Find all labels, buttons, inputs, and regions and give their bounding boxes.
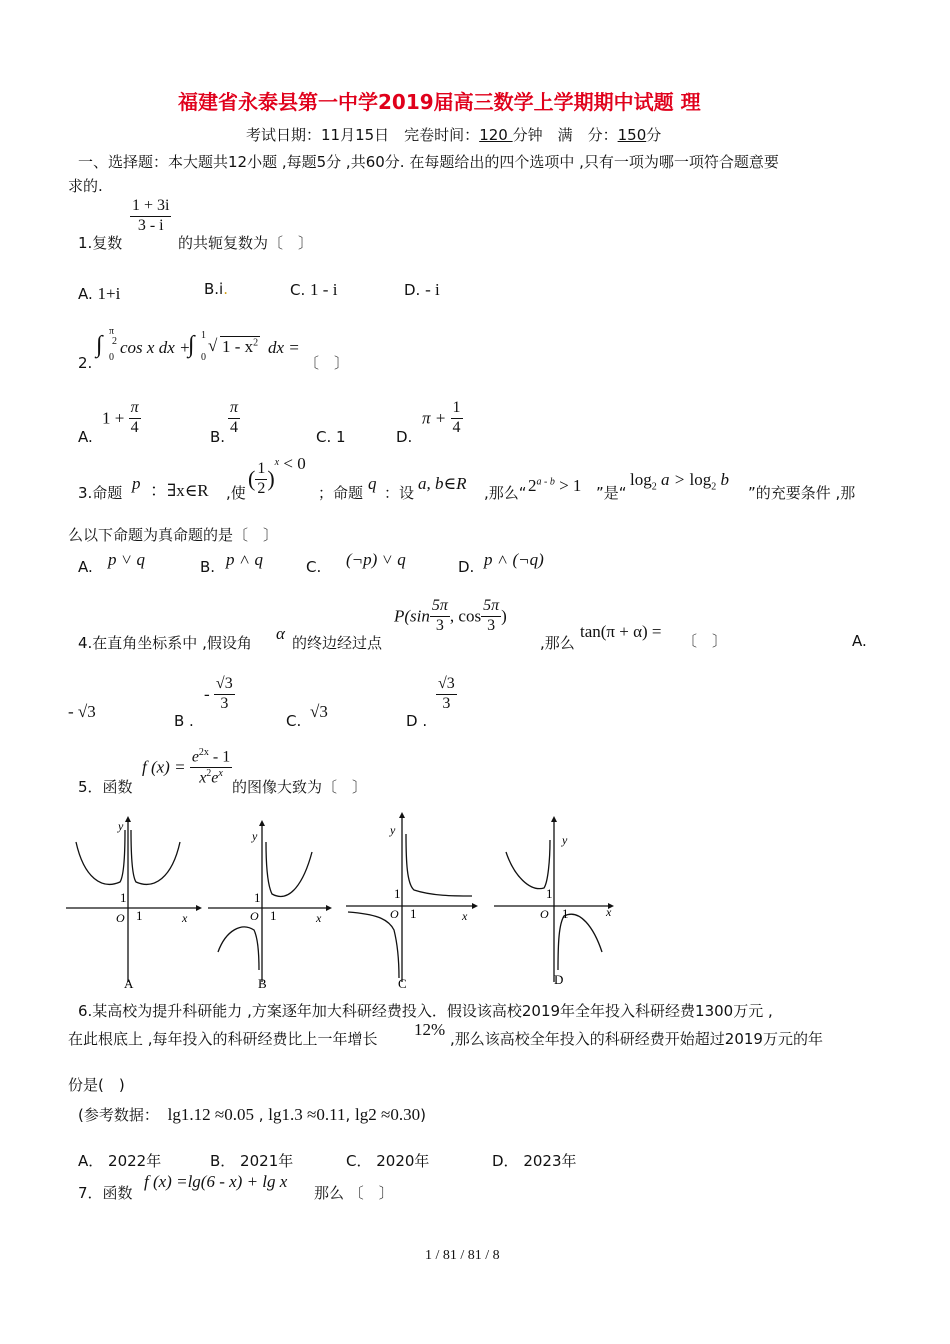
ref-suffix: ) [420,1106,426,1124]
option-prefix: π + [422,408,447,428]
q1-stem: 1.复数 [78,234,123,252]
q7-text2: 那么 〔 〕 [314,1184,394,1202]
option-value: 1 - i [310,280,338,299]
q3-option-b-label: B. [200,558,216,576]
q3-option-c: (¬p) ˅ q [346,550,406,569]
q3-text-mingti: ；命题 [318,484,364,502]
q6-option-a: A． 2022年 [78,1152,162,1170]
graph-d-origin: O [540,907,549,921]
section-heading-line1: 一、选择题：本大题共12小题 ,每题5分 ,共60分. 在每题给出的四个选项中 ,只有一项为哪一项符合题意要 [78,153,779,171]
frac-num: 1 [255,461,267,480]
graph-c[interactable] [346,812,478,991]
frac-num: 1 [451,400,463,419]
q4-text2: 的终边经过点 [292,634,383,652]
q4-option-d-label: D . [406,712,428,730]
frac-den: 4 [452,418,461,436]
power-rhs: > 1 [559,476,582,495]
q2-stem: 2. [78,354,93,372]
den-x: x [199,769,207,787]
frac-den: 3 [442,694,451,712]
lower-limit-1: 0 [109,352,114,363]
graph-c-label: C [398,976,407,991]
section-heading-line2: 求的. [68,177,103,195]
q4-alpha: α [276,624,285,643]
frac-den: 3 [435,616,444,634]
option-value: - i [425,280,440,299]
rhs: < 0 [283,454,306,473]
graph-b-label: B [258,976,267,991]
sqrt-sign: √ [208,336,218,355]
q2-option-b [228,400,240,437]
graph-c-x1: 1 [410,906,417,921]
q4-option-a: - √3 [68,702,96,721]
graph-a-x1: 1 [136,908,143,923]
graph-d[interactable] [494,816,614,987]
q3-option-a-label: A. [78,558,93,576]
sqrt-body: $1 - x^2$ [222,337,259,356]
q3-text-tail: ”的充要条件 ,那 [748,484,856,502]
point-mid: , cos [449,606,482,626]
upper-limit-2: 1 [201,330,206,341]
graph-a-label: A [124,976,134,991]
graph-c-origin: O [390,907,399,921]
page-title: 福建省永泰县第一中学2019届高三数学上学期期中试题 理 [178,90,701,114]
q4-tan: tan(π + α) = [580,622,662,641]
frac-num: 5π [481,598,501,617]
upper-limit-1: π [109,326,115,337]
exam-time-unit: 分钟 满 分： [512,126,618,144]
ref-sep: , [345,1106,351,1124]
q1-option-a [78,284,120,304]
graph-a-y1: 1 [120,890,127,905]
graph-c-x: x [462,909,468,923]
frac-num: π [228,400,240,419]
log-a: log [630,470,652,489]
graph-b-y1: 1 [254,890,261,905]
q1-option-b [204,280,228,298]
q1-fraction [130,198,171,235]
q6-line2b: ,那么该高校全年投入的科研经费开始超过2019万元的年 [450,1030,823,1048]
frac-den: 3 [220,694,229,712]
q3-option-c-label: C. [306,558,322,576]
ref-prefix: (参考数据： [78,1106,159,1124]
frac-num: √3 [436,676,457,695]
q4-text3: ,那么 [540,634,575,652]
page-number: 1 / 81 / 81 / 8 [425,1248,500,1263]
full-score: 150 [617,126,647,144]
graph-b-y: y [252,829,258,843]
q6-pct: 12% [414,1020,446,1039]
q6-line2a: 在此根底上 ,每年投入的科研经费比上一年增长 [68,1030,378,1048]
q3-option-b: p ˄ q [226,550,263,569]
q1-option-c [290,280,337,300]
q6-ref [78,1104,426,1125]
full-score-unit: 分 [646,126,662,144]
den-exp1: 2 [206,768,212,780]
point-p: P(sin [394,606,430,626]
option-label: A. [78,285,93,303]
frac-num: π [129,400,141,419]
frac-num: √3 [214,676,235,695]
graph-a-y: y [118,819,124,833]
option-label: B.i [204,280,224,298]
q4-point [394,598,507,635]
ref-lg2: lg2 ≈0.30 [355,1105,421,1124]
q6-option-d: D． 2023年 [492,1152,577,1170]
q1-option-d [404,280,440,300]
graph-a-x: x [182,911,188,925]
q5-graphs [62,812,622,992]
log-base: 2 [711,481,717,493]
graph-a-origin: O [116,911,125,925]
q5-text2: 的图像大致为〔 〕 [232,778,368,796]
frac-den: 3 [487,616,496,634]
q3-ab: a, b∈R [418,474,467,493]
lower-limit-2: 0 [201,352,206,363]
frac-den: 2 [257,479,266,497]
q5-text1: 5．函数 [78,778,133,796]
q3-text-she: ：设 [384,484,415,502]
q3-text-namo: ,那么“ [484,484,527,502]
q3-p: p [132,474,141,493]
q4-option-d [436,676,457,713]
q3-log [630,470,729,492]
fx-label: f (x) = [142,757,186,777]
q6-line1: 6.某高校为提升科研能力 ,方案逐年加大科研经费投入．假设该高校2019年全年投入科研经费1300万元 , [78,1002,773,1020]
q3-option-d-label: D. [458,558,475,576]
q2-option-d [422,400,463,437]
q6-line3: 份是( ) [68,1076,125,1094]
q3-text-shi: ,使 [226,484,246,502]
graph-b-origin: O [250,909,259,923]
exponent: x [274,457,280,468]
graph-b-x1: 1 [270,908,277,923]
q6-option-c: C． 2020年 [346,1152,430,1170]
q3-stem: 3.命题 [78,484,123,502]
frac-den: 4 [230,418,238,436]
exam-time: 120 [479,126,513,144]
q3-power [528,476,581,496]
ref-lg112: lg1.12 ≈0.05 [167,1105,254,1124]
q1-frac-num: 1 + 3i [130,198,171,217]
q2-option-a-label: A. [78,428,93,446]
q4-option-a-label: A. [852,632,867,650]
q3-text-shi2: ”是“ [596,484,627,502]
q7-text1: 7．函数 [78,1184,133,1202]
point-close: ) [501,606,507,626]
option-label: D. [404,281,421,299]
num-tail: - 1 [208,748,231,766]
integral-sign-2: ∫ [188,332,195,358]
option-prefix: - [204,684,210,704]
log-b-arg: b [720,470,729,489]
graph-c-y: y [390,823,396,837]
graph-d-x1: 1 [562,906,569,921]
option-dot: . [223,280,229,298]
option-label: C. [290,281,306,299]
q5-function [142,748,232,787]
graph-d-y1: 1 [546,886,553,901]
q4-option-b-label: B . [174,712,194,730]
num-exp: 2x [198,747,209,758]
log-b: log [689,470,712,489]
q1-tail: 的共轭复数为〔 〕 [178,234,314,252]
option-prefix: 1 + [102,408,125,428]
q3-exists: ：∃x∈R [150,481,209,500]
radicand: 1 - x [222,337,254,356]
q2-option-d-label: D. [396,428,413,446]
log-a-arg: a > [660,470,686,489]
ref-sep: , [253,1106,264,1124]
q3-option-a: p ˅ q [108,550,145,569]
graph-b[interactable] [208,820,332,991]
frac-num: 5π [430,598,450,617]
q3-option-d: p ˄ (¬q) [484,550,544,569]
exam-info [246,124,661,145]
q7-expr: f (x) =lg(6 - x) + lg x [144,1172,288,1191]
graph-b-x: x [316,911,322,925]
power-base: 2 [528,476,537,495]
integral-sign-1: ∫ [96,332,103,358]
q1-frac-den: 3 - i [137,216,164,234]
graph-d-label: D [554,972,564,987]
ref-lg13: lg1.3 ≈0.11 [268,1105,346,1124]
power-exp: a - b [536,476,555,488]
q2-option-b-label: B. [210,428,226,446]
graph-a[interactable] [66,816,202,991]
num-e: e [191,748,199,766]
q4-text1: 4.在直角坐标系中 ,假设角 [78,634,252,652]
graph-d-y: y [562,833,568,847]
q2-option-a [102,400,141,437]
q4-bracket: 〔 〕 [682,632,728,650]
q2-bracket: 〔 〕 [304,354,350,372]
q3-q: q [368,474,377,493]
frac-den: 4 [130,418,139,436]
graph-d-x: x [606,905,612,919]
integrand-1: cos x dx + [120,338,191,357]
q3-line2: 么以下命题为真命题的是〔 〕 [68,526,279,544]
q2-option-c: C. 1 [316,428,346,446]
graph-c-y1: 1 [394,886,401,901]
den-e: e [211,769,219,787]
integrand-2-tail: dx = [268,338,300,357]
q4-option-b [204,676,235,713]
upper-limit-1-den: 2 [112,336,117,347]
q4-option-c-label: C. [286,712,302,730]
den-exp2: x [218,768,223,780]
log-base: 2 [651,481,657,493]
q4-option-c: √3 [310,702,328,721]
exam-info-prefix: 考试日期：11月15日 完卷时间： [246,126,480,144]
q3-inequality: ( $\frac{1}{2}$ )$^x$ < 0 [248,454,306,497]
q6-option-b: B． 2021年 [210,1152,294,1170]
option-value: 1+i [97,284,121,303]
